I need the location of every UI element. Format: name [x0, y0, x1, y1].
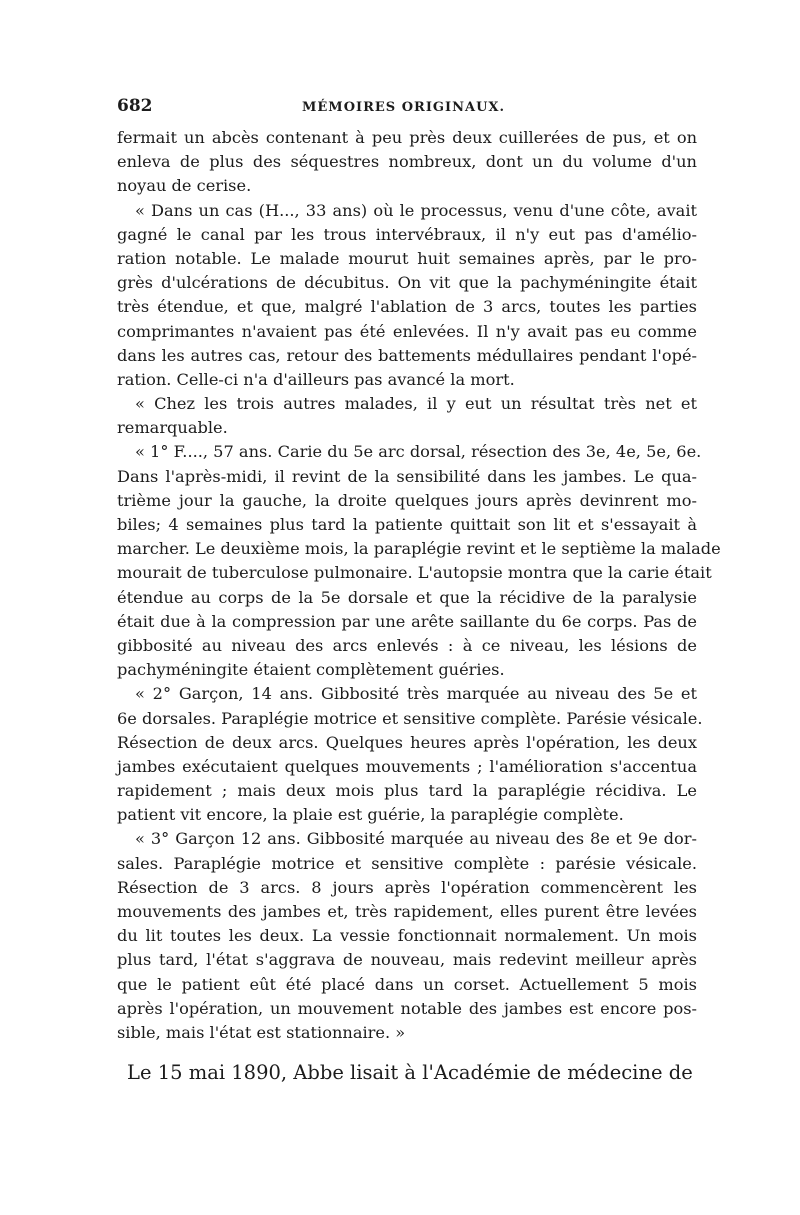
page-content [117, 96, 721, 1087]
closing-line: Le 15 mai 1890, Abbe lisait à l'Académie de médecine de [127, 1061, 693, 1085]
text-line: après l'opération, un mouvement notable des jambes est encore pos- [117, 998, 697, 1018]
text-line: marcher. Le deuxième mois, la paraplégie revint et le septième la malade [117, 539, 721, 559]
text-line: « 1° F...., 57 ans. Carie du 5e arc dorsal, résection des 3e, 4e, 5e, 6e. [135, 442, 702, 462]
text-line: Résection de 3 arcs. 8 jours après l'opération commencèrent les [117, 877, 697, 897]
text-line: sales. Paraplégie motrice et sensitive complète : parésie vésicale. [117, 853, 697, 873]
body-text [117, 126, 721, 1087]
text-line: mouvements des jambes et, très rapidement, elles purent être levées [117, 902, 697, 921]
text-line: ration notable. Le malade mourut huit semaines après, par le pro- [117, 248, 697, 268]
text-line: « 3° Garçon 12 ans. Gibbosité marquée au niveau des 8e et 9e dor- [135, 829, 697, 849]
text-line: très étendue, et que, malgré l'ablation de 3 arcs, toutes les parties [117, 297, 697, 317]
text-line: 6e dorsales. Paraplégie motrice et sensitive complète. Parésie vésicale. [117, 708, 703, 728]
text-line: était due à la compression par une arête saillante du 6e corps. Pas de [117, 611, 697, 631]
text-line: plus tard, l'état s'aggrava de nouveau, mais redevint meilleur après [117, 950, 697, 970]
text-line: gibbosité au niveau des arcs enlevés : à ce niveau, les lésions de [117, 635, 697, 655]
text-line: « Chez les trois autres malades, il y eut un résultat très net et [135, 394, 697, 414]
text-line: du lit toutes les deux. La vessie fonctionnait normalement. Un mois [117, 926, 697, 946]
text-line: étendue au corps de la 5e dorsale et que la récidive de la paralysie [117, 587, 697, 607]
page-number: 682 [117, 96, 153, 116]
text-line: Dans l'après-midi, il revint de la sensibilité dans les jambes. Le qua- [117, 466, 697, 486]
running-title: MÉMOIRES ORIGINAUX. [302, 100, 506, 115]
text-line: comprimantes n'avaient pas été enlevées. Il n'y avait pas eu comme [117, 321, 697, 341]
text-line: grès d'ulcérations de décubitus. On vit que la pachyméningite était [117, 273, 697, 293]
text-line: patient vit encore, la plaie est guérie, la paraplégie complète. [117, 805, 624, 825]
text-line: gagné le canal par les trous intervébraux, il n'y eut pas d'amélio- [117, 224, 697, 244]
text-line: trième jour la gauche, la droite quelques jours après devinrent mo- [117, 490, 697, 510]
text-line: que le patient eût été placé dans un corset. Actuellement 5 mois [117, 974, 697, 994]
text-line: noyau de cerise. [117, 176, 252, 196]
page-header [117, 96, 697, 120]
text-line: jambes exécutaient quelques mouvements ; l'amélioration s'accentua [117, 756, 697, 776]
text-line: ration. Celle-ci n'a d'ailleurs pas avancé la mort. [117, 369, 515, 389]
text-line: mourait de tuberculose pulmonaire. L'autopsie montra que la carie était [117, 563, 712, 583]
text-line: dans les autres cas, retour des battements médullaires pendant l'opé- [117, 345, 697, 365]
text-line: biles; 4 semaines plus tard la patiente quittait son lit et s'essayait à [117, 515, 697, 534]
text-line: rapidement ; mais deux mois plus tard la paraplégie récidiva. Le [117, 781, 697, 801]
text-line: « Dans un cas (H..., 33 ans) où le processus, venu d'une côte, avait [135, 200, 697, 220]
text-line: « 2° Garçon, 14 ans. Gibbosité très marquée au niveau des 5e et [135, 684, 697, 704]
text-line: remarquable. [117, 418, 228, 438]
text-line: Résection de deux arcs. Quelques heures après l'opération, les deux [117, 732, 697, 752]
text-line: pachyméningite étaient complètement guéries. [117, 660, 505, 680]
text-line: fermait un abcès contenant à peu près deux cuillerées de pus, et on [117, 128, 697, 147]
text-line: enleva de plus des séquestres nombreux, dont un du volume d'un [117, 152, 697, 172]
text-line: sible, mais l'état est stationnaire. » [117, 1022, 406, 1042]
